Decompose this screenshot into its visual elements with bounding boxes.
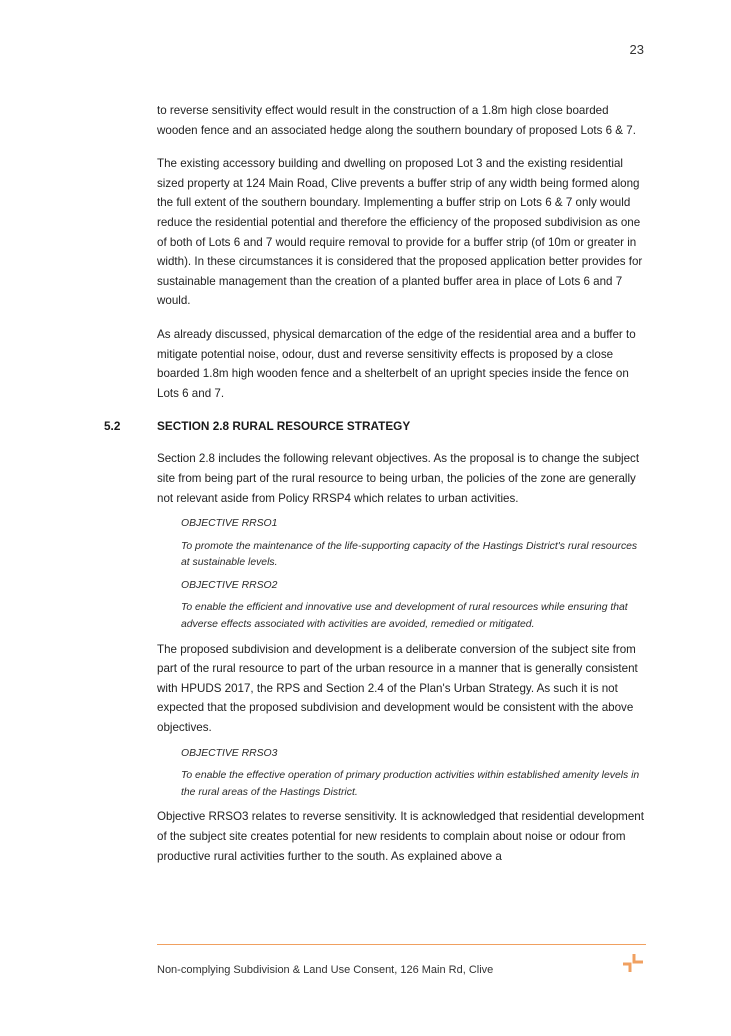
section-number: 5.2 [104, 419, 121, 434]
objective-title: OBJECTIVE RRSO2 [181, 579, 278, 591]
objective-block [181, 746, 647, 802]
footer-text: Non-complying Subdivision & Land Use Consent, 126 Main Rd, Clive [157, 964, 494, 976]
objective-text: To promote the maintenance of the life-supporting capacity of the Hastings District's rural resources at sustainable levels. [181, 540, 638, 569]
paragraph: Objective RRSO3 relates to reverse sensitivity. It is acknowledged that residential development of the subject site creates potential for new residents to complain about noise or odour from productive rural activities further to the south. As explained above a [157, 810, 644, 863]
section-intro: Section 2.8 includes the following relevant objectives. As the proposal is to change the subject site from being part of the rural resource to being urban, the policies of the zone are generally not relevant aside from Policy RRSP4 which relates to urban activities. [157, 452, 640, 505]
paragraph: to reverse sensitivity effect would result in the construction of a 1.8m high close boarded wooden fence and an associated hedge along the southern boundary of proposed Lots 6 & 7. [157, 104, 636, 137]
objective-title: OBJECTIVE RRSO1 [181, 518, 278, 530]
objective-text: To enable the effective operation of primary production activities within established amenity levels in the rural areas of the Hastings District. [181, 770, 640, 798]
objective-title: OBJECTIVE RRSO3 [181, 747, 278, 759]
objective-block [181, 516, 647, 634]
page-content [104, 101, 647, 880]
page-number: 23 [629, 42, 644, 57]
section-title: SECTION 2.8 RURAL RESOURCE STRATEGY [157, 419, 411, 434]
paragraph: The proposed subdivision and development is a deliberate conversion of the subject site from part of the rural resource to part of the urban resource in a manner that is generally consistent with HPUDS 2017, the RPS and Section 2.4 of the Plan's Urban Strategy. As such it is not expected that the proposed subdivision and development would be consistent with the above objectives. [157, 642, 638, 735]
section-heading [104, 417, 647, 435]
corner-brackets-logo-icon [622, 953, 644, 973]
objective-text: To enable the efficient and innovative use and development of rural resources while ensuring that adverse effects associated with activities are avoided, remedied or mitigated. [181, 602, 628, 631]
paragraph: As already discussed, physical demarcation of the edge of the residential area and a buffer to mitigate potential noise, odour, dust and reverse sensitivity effects is proposed by a close boarded 1.8m high wooden fence and a shelterbelt of an upright species inside the fence on Lots 6 and 7. [157, 327, 636, 400]
paragraph: The existing accessory building and dwelling on proposed Lot 3 and the existing residential sized property at 124 Main Road, Clive prevents a buffer strip of any width being formed along the full extent of the southern boundary. Implementing a buffer strip on Lots 6 & 7 only would reduce the residential potential and therefore the efficiency of the proposed subdivision as one of both of Lots 6 and 7 would require removal to provide for a buffer strip (of 10m or greater in width). In these circumstances it is considered that the proposed application better provides for sustainable management than the creation of a planted buffer area in place of Lots 6 and 7 would. [157, 157, 643, 308]
footer-divider [157, 944, 646, 945]
